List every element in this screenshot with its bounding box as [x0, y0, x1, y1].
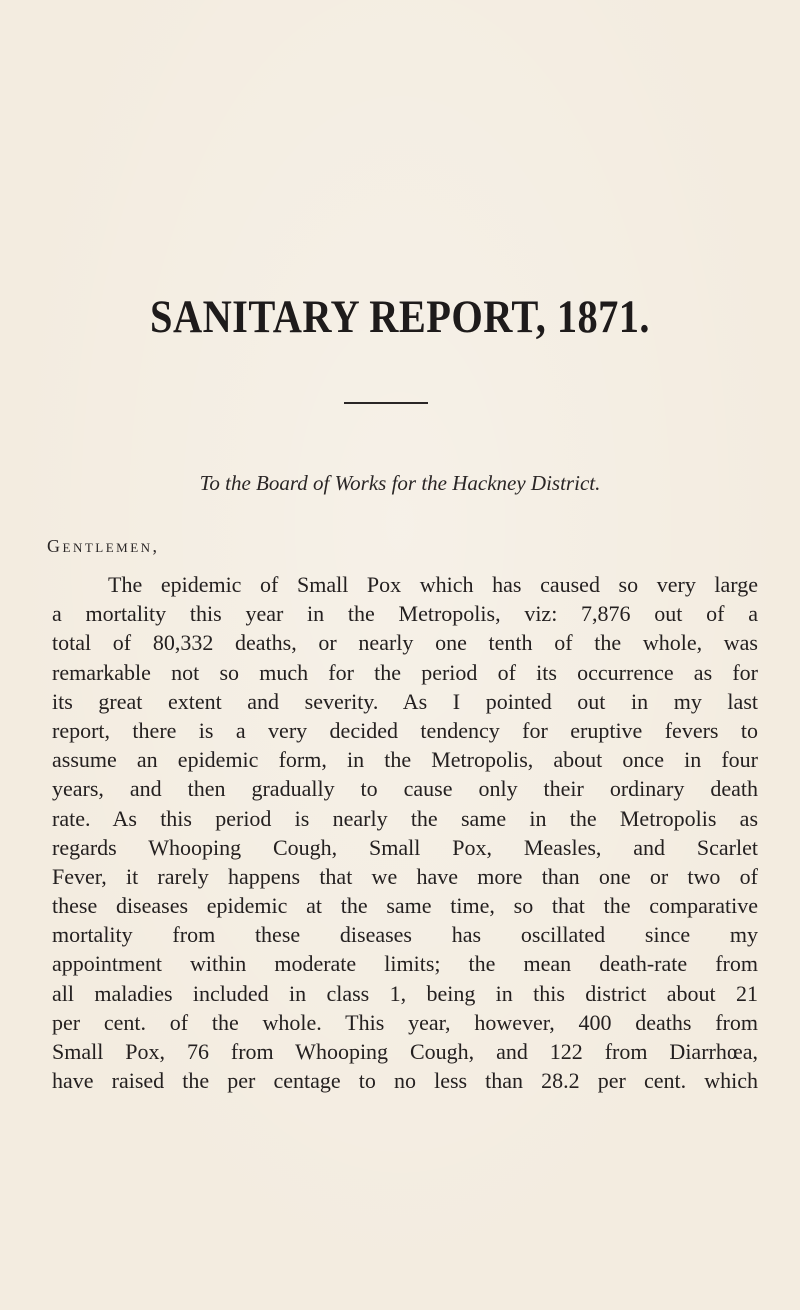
- body-line: mortality from these diseases has oscillated since my: [52, 922, 758, 948]
- body-line: Small Pox, 76 from Whooping Cough, and 122 from Diarrhœa,: [52, 1039, 758, 1064]
- body-line: all maladies included in class 1, being in this district about 21: [52, 980, 758, 1006]
- body-line: appointment within moderate limits; the mean death-rate from: [52, 951, 758, 977]
- body-line: a mortality this year in the Metropolis, viz: 7,876 out of a: [52, 601, 758, 627]
- salutation: Gentlemen,: [47, 536, 160, 556]
- report-title: SANITARY REPORT, 1871.: [150, 291, 650, 343]
- body-line: per cent. of the whole. This year, however, 400 deaths from: [52, 1009, 758, 1035]
- body-line: have raised the per centage to no less than 28.2 per cent. which: [52, 1068, 758, 1094]
- body-line: regards Whooping Cough, Small Pox, Measles, and Scarlet: [52, 834, 758, 860]
- body-line: total of 80,332 deaths, or nearly one tenth of the whole, was: [52, 630, 758, 656]
- body-line: assume an epidemic form, in the Metropolis, about once in four: [52, 747, 758, 773]
- body-line: Fever, it rarely happens that we have more than one or two of: [52, 863, 758, 889]
- body-paragraph: [52, 570, 758, 1095]
- title-divider: [344, 402, 428, 404]
- body-line: rate. As this period is nearly the same in the Metropolis as: [52, 805, 758, 831]
- body-line: remarkable not so much for the period of its occurrence as for: [52, 659, 758, 685]
- addressee-line: To the Board of Works for the Hackney District.: [199, 471, 601, 495]
- body-line: years, and then gradually to cause only their ordinary death: [52, 776, 758, 802]
- body-line: its great extent and severity. As I pointed out in my last: [52, 688, 758, 714]
- body-line: The epidemic of Small Pox which has caused so very large: [108, 572, 758, 597]
- body-line: report, there is a very decided tendency for eruptive fevers to: [52, 717, 758, 743]
- body-line: these diseases epidemic at the same time, so that the comparative: [52, 893, 758, 919]
